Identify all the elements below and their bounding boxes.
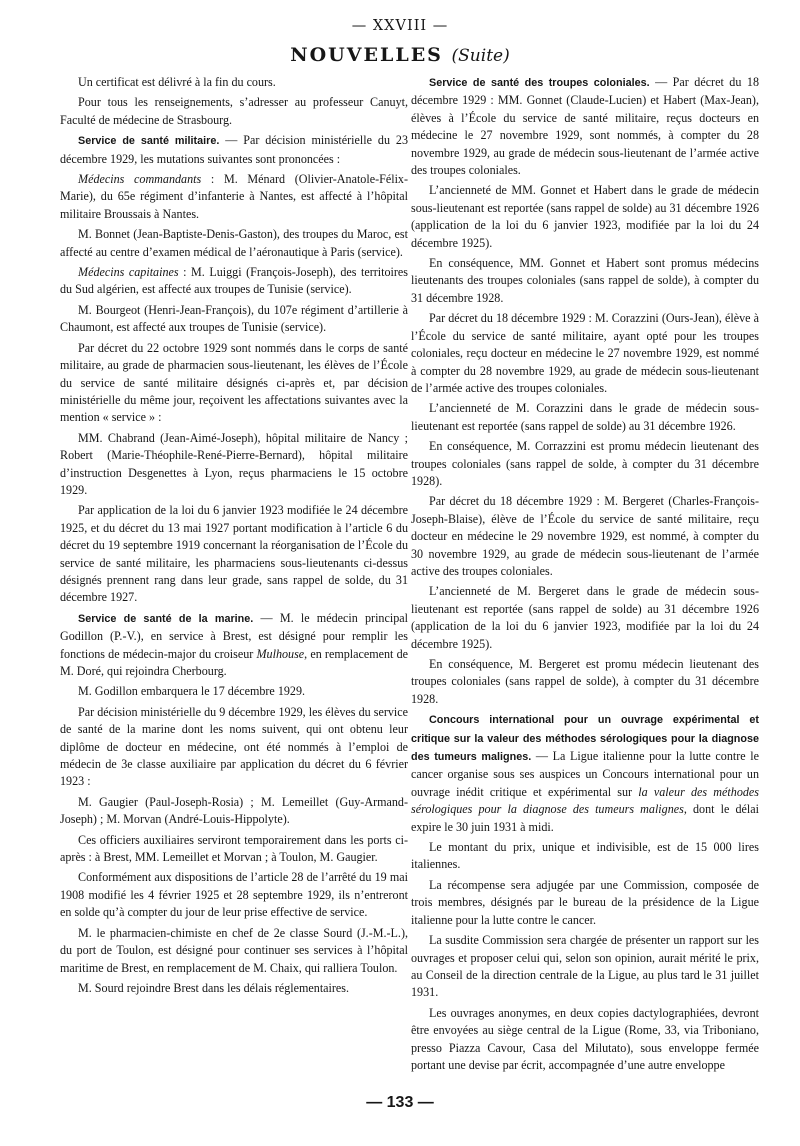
paragraph: M. Sourd rejoindre Brest dans les délais réglementaires. (78, 980, 350, 995)
rank-label: Médecins capitaines (78, 265, 179, 280)
page-number: — 133 — (366, 1094, 434, 1111)
paragraph-text: : M. Luiggi (François-Joseph), des territoires du Sud algérien, est affecté aux troupes de Tunisie (service). (60, 265, 408, 297)
paragraph: M. Gaugier (Paul-Joseph-Rosia) ; M. Lemeillet (Guy-Armand-Joseph) ; M. Morvan (André-Louis-Hippolyte). (60, 794, 408, 827)
paragraph: MM. Chabrand (Jean-Aimé-Joseph), hôpital militaire de Nancy ; Robert (Marie-Théophile-René-Pierre-Bernard), hôpital militaire d’instruction Desgenettes à Lyon, reçus pharmaciens le 15 octobre 1929. (60, 430, 408, 497)
paragraph-text: — M. le médecin principal Godillon (P.-V.), en service à Brest, est désigné pour remplir les fonctions de médecin-major du croiseur (60, 610, 408, 661)
section-subheading: Concours international pour un ouvrage expérimental et critique sur la valeur des méthodes sérologiques pour la diagnose des tumeurs malignes. (411, 714, 759, 764)
paragraph: En conséquence, MM. Gonnet et Habert sont promus médecins lieutenants des troupes coloniales (sans rappel de solde), à compter du 31 décembre 1928. (411, 256, 759, 305)
paragraph (60, 132, 408, 168)
paragraph-text: : M. Ménard (Olivier-Anatole-Félix-Marie), du 65e régiment d’infanterie à Nantes, est affecté à l’hôpital militaire Broussais à Nantes. (60, 172, 409, 221)
section-subheading: Service de santé militaire. (78, 135, 220, 148)
ship-name: Mulhouse (256, 646, 305, 661)
paragraph: Par décision ministérielle du 9 décembre 1929, les élèves du service de santé de la marine dont les noms suivent, qui ont obtenu leur diplôme de docteur en médecine, ont été nommés à l’emploi de médecin de 3e classe auxiliaire par application du décret du 6 février 1923 : (60, 704, 408, 789)
paragraph: Par application de la loi du 6 janvier 1923 modifiée le 24 décembre 1925, et du décret du 13 mai 1927 portant modification à l’article 6 du décret du 19 septembre 1919 concernant la réorganisation de l’École du service de santé militaire, les pharmaciens sous-lieutenants ci-dessus désignés prennent rang dans leur grade, sans rappel de solde, du 31 décembre 1927. (60, 503, 408, 605)
paragraph (60, 610, 408, 681)
section-subheading: Service de santé de la marine. (78, 612, 254, 625)
paragraph: En conséquence, M. Corrazzini est promu médecin lieutenant des troupes coloniales (sans rappel de solde, à compter du 31 décembre 1928). (411, 439, 759, 488)
paragraph: M. Godillon embarquera le 17 décembre 1929. (78, 684, 306, 699)
paragraph (411, 74, 759, 179)
paragraph: Le montant du prix, unique et indivisible, est de 15 000 lires italiennes. (411, 840, 759, 872)
paragraph: L’ancienneté de MM. Gonnet et Habert dans le grade de médecin sous-lieutenant est reportée (sans rappel de solde) au 31 décembre 1926 (application de la loi du 6 janvier 1923, modifiée par la loi du 24 décembre 1925). (411, 183, 759, 250)
rank-label: Médecins commandants (78, 172, 202, 187)
paragraph-text: , dont le délai expire le 30 juin 1931 à midi. (411, 802, 759, 834)
paragraph: Par décret du 18 décembre 1929 : M. Bergeret (Charles-François-Joseph-Blaise), élève de l’École du service de santé militaire, reçu docteur en médecine le 29 novembre 1929, est nommé, à compter du 30 novembre 1929, au grade de médecin sous-lieutenant de l’armée active des troupes coloniales. (411, 494, 759, 578)
paragraph: M. Bonnet (Jean-Baptiste-Denis-Gaston), des troupes du Maroc, est affecté au centre d’examen médical de l’aéronautique à Paris (service). (60, 227, 408, 259)
section-subheading: Service de santé des troupes coloniales. (429, 77, 650, 89)
paragraph: En conséquence, M. Bergeret est promu médecin lieutenant des troupes coloniales (sans rappel de solde), à compter du 31 décembre 1928. (411, 657, 759, 706)
paragraph: M. Bourgeot (Henri-Jean-François), du 107e régiment d’artillerie à Chaumont, est affecté aux troupes de Tunisie (service). (60, 302, 408, 335)
paragraph-text: , en remplacement de M. Doré, qui rejoindra Cherbourg. (60, 646, 408, 678)
paragraph: Par décret du 22 octobre 1929 sont nommés dans le corps de santé militaire, au grade de pharmacien sous-lieutenant, les élèves de l’École du service de santé militaire désignés ci-après et, par décision ministérielle du même jour, reçoivent les affectations suivantes avec la mention « service » : (60, 340, 408, 425)
left-column (60, 74, 408, 1000)
paragraph: L’ancienneté de M. Corazzini dans le grade de médecin sous-lieutenant est reportée (sans rappel de solde) au 31 décembre 1926. (411, 401, 759, 433)
paragraph: M. le pharmacien-chimiste en chef de 2e classe Sourd (J.-M.-L.), du port de Toulon, est désigné pour continuer ses services à l’hôpital maritime de Brest, en remplacement de M. Chaix, qui ralliera Toulon. (60, 925, 408, 975)
paragraph-text: — Par décret du 18 décembre 1929 : MM. Gonnet (Claude-Lucien) et Habert (Max-Jean), élèves à l’École du service de santé militaire, reçus docteurs en médecine le 27 novembre 1929, sont nommés, à compter du 28 novembre 1929, au grade de médecin sous-lieutenant de l’armée active des troupes coloniales. (411, 75, 759, 178)
paragraph: Conformément aux dispositions de l’article 28 de l’arrêté du 19 mai 1908 modifié les 4 février 1925 et 28 septembre 1929, ils n’entreront en solde qu’à compter du jour de leur prise effective de service. (60, 870, 408, 920)
section-title-suffix: (Suite) (451, 46, 510, 66)
paragraph: L’ancienneté de M. Bergeret dans le grade de médecin sous-lieutenant est reportée (sans rappel de solde) au 31 décembre 1926 (application de la loi du 6 janvier 1923, modifiée par la loi du 24 décembre 1925). (411, 584, 759, 651)
paragraph: Les ouvrages anonymes, en deux copies dactylographiées, devront être envoyées au siège central de la Ligue (Rome, 33, via Triboniano, presso Piazza Cavour, Casa del Milutato), sous enveloppe fermée portant une devise par écrit, accompagnée d’une autre enveloppe (411, 1005, 759, 1072)
paragraph: Ces officiers auxiliaires serviront temporairement dans les ports ci-après : à Brest, MM. Lemeillet et Morvan ; à Toulon, M. Gaugier. (60, 832, 408, 865)
paragraph: Par décret du 18 décembre 1929 : M. Corazzini (Ours-Jean), élève à l’École du service de santé militaire, ayant opté pour les troupes coloniales, reçu docteur en médecine le 27 novembre 1929, est nommé à compter du 28 novembre 1929, au grade de médecin sous-lieutenant de l’armée active des troupes coloniales. (411, 311, 759, 395)
paragraph: Pour tous les renseignements, s’adresser au professeur Canuyt, Faculté de médecine de Strasbourg. (60, 95, 408, 127)
paragraph: Un certificat est délivré à la fin du cours. (78, 75, 276, 89)
right-column (411, 74, 759, 1077)
paragraph: La récompense sera adjugée par une Commission, composée de trois membres, désignés par le bureau de la présidence de la Ligue italienne pour la lutte contre le cancer. (411, 877, 759, 927)
paragraph-text: — Par décision ministérielle du 23 décembre 1929, les mutations suivantes sont prononcées : (60, 133, 408, 166)
section-heading (0, 44, 800, 66)
paragraph-text: — La Ligue italienne pour la lutte contre le cancer organise sous ses auspices un Concours international pour un ouvrage inédit critique et expérimental sur (411, 749, 759, 799)
paragraph (60, 264, 408, 299)
paragraph: La susdite Commission sera chargée de présenter un rapport sur les ouvrages et proposer celui qui, selon son opinion, aurait mérité le prix, au Conseil de la direction centrale de la Ligue, au plus tard le 31 juillet 1931. (411, 933, 759, 1000)
roman-page-number: — XXVIII — (351, 18, 449, 34)
paragraph (411, 711, 759, 836)
section-title: NOUVELLES (290, 44, 443, 66)
contest-topic: la valeur des méthodes sérologiques pour la diagnose des tumeurs malignes (411, 784, 759, 817)
paragraph (60, 171, 408, 223)
